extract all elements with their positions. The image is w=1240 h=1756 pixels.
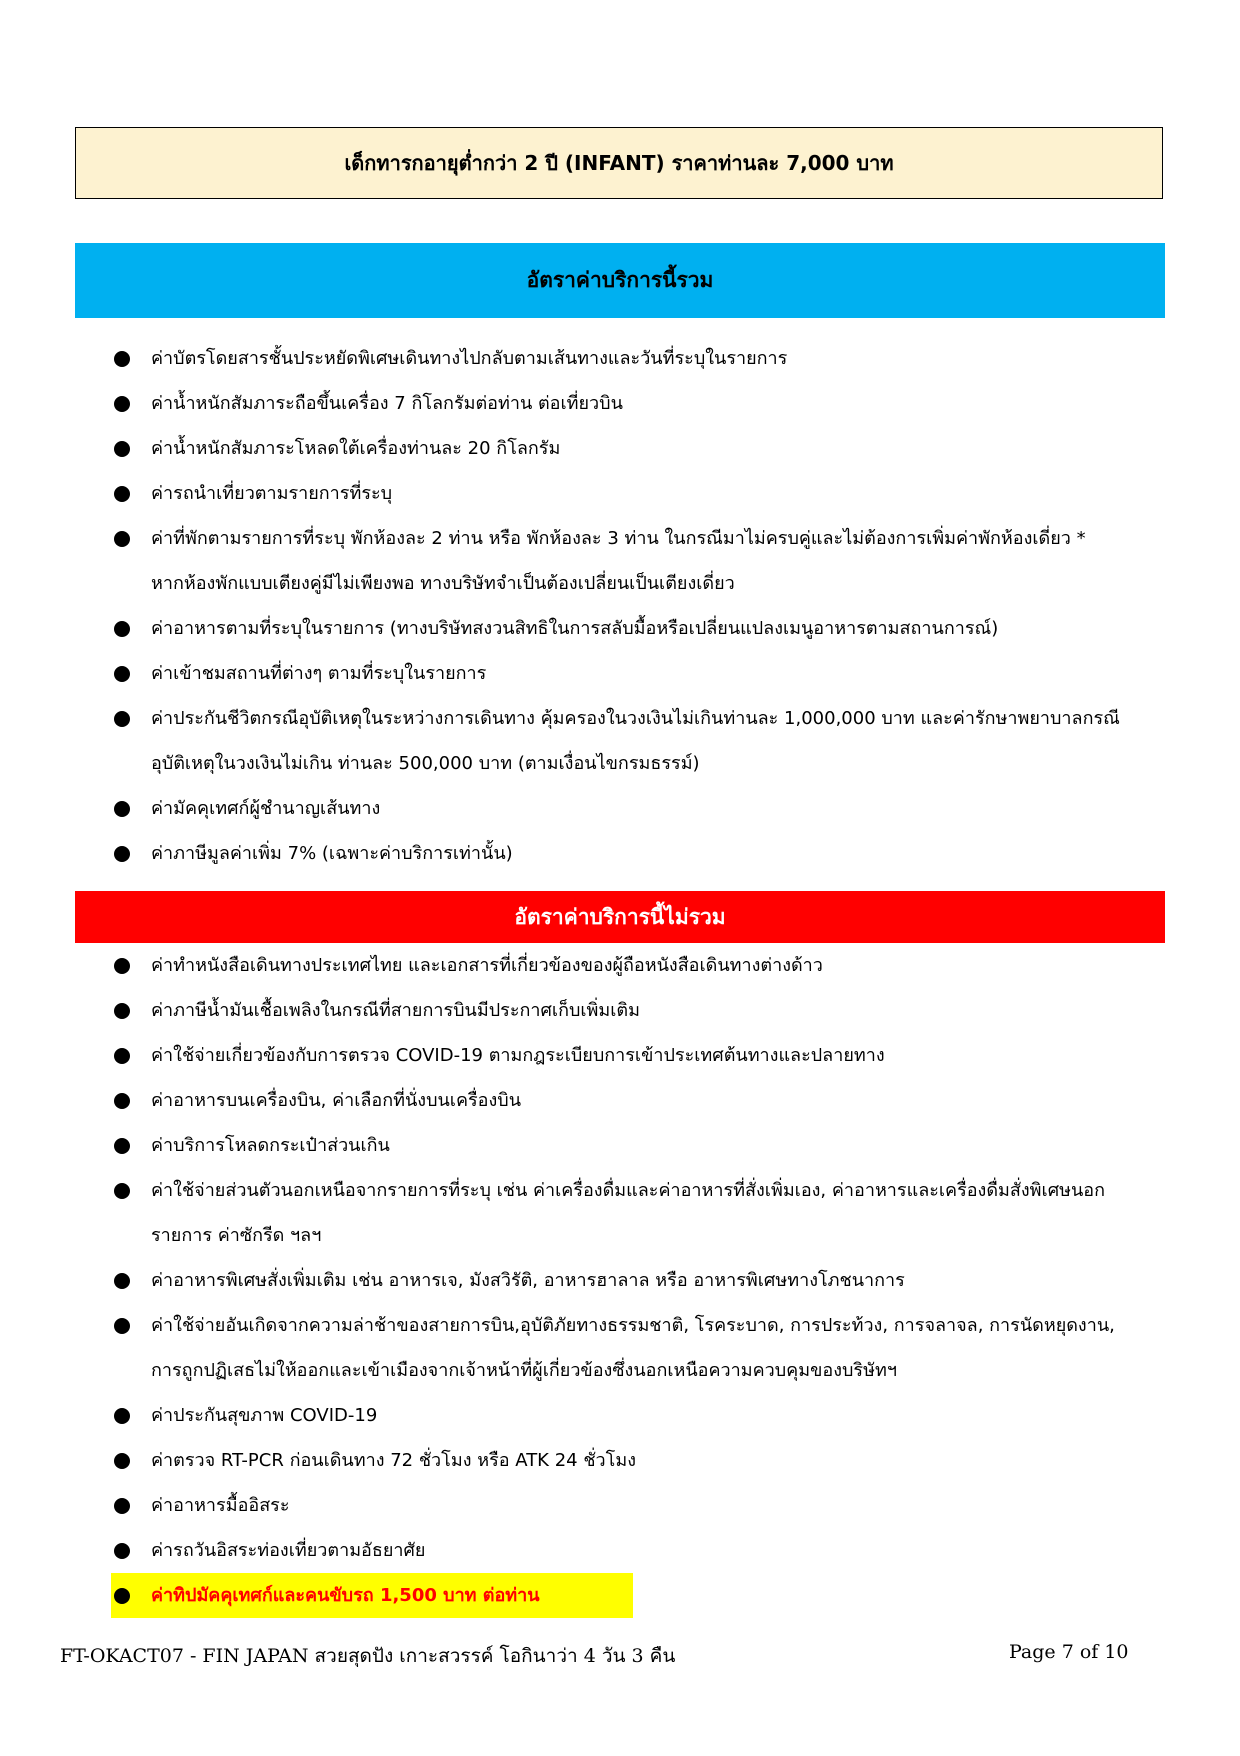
list-item: ค่าอาหารพิเศษสั่งเพิ่มเติม เช่น อาหารเจ, มังสวิรัติ, อาหารฮาลาล หรือ อาหารพิเศษทางโภชนาการ <box>75 1258 1165 1303</box>
list-item-continuation: การถูกปฏิเสธไม่ให้ออกและเข้าเมืองจากเจ้าหน้าที่ผู้เกี่ยวข้องซึ่งนอกเหนือความควบคุมของบริษัทฯ <box>151 1360 897 1381</box>
list-item: ค่าภาษีน้ำมันเชื้อเพลิงในกรณีที่สายการบินมีประกาศเก็บเพิ่มเติม <box>75 988 1165 1033</box>
bullet-icon <box>114 1003 130 1019</box>
list-item: ค่าเข้าชมสถานที่ต่างๆ ตามที่ระบุในรายการ <box>75 651 1165 696</box>
bullet-icon <box>114 958 130 974</box>
list-item: ค่าบัตรโดยสารชั้นประหยัดพิเศษเดินทางไปกลับตามเส้นทางและวันที่ระบุในรายการ <box>75 336 1165 381</box>
bullet-icon <box>114 1588 130 1604</box>
list-item-continuation: อุบัติเหตุในวงเงินไม่เกิน ท่านละ 500,000 บาท (ตามเงื่อนไขกรมธรรม์) <box>151 753 700 774</box>
list-item: ค่าอาหารตามที่ระบุในรายการ (ทางบริษัทสงวนสิทธิในการสลับมื้อหรือเปลี่ยนแปลงเมนูอาหารตามสถานการณ์) <box>75 606 1165 651</box>
bullet-icon <box>114 1453 130 1469</box>
bullet-icon <box>114 621 130 637</box>
bullet-icon <box>114 801 130 817</box>
included-header <box>75 243 1165 318</box>
list-item: ค่าอาหารบนเครื่องบิน, ค่าเลือกที่นั่งบนเครื่องบิน <box>75 1078 1165 1123</box>
list-item: ค่าใช้จ่ายเกี่ยวข้องกับการตรวจ COVID-19 ตามกฎระเบียบการเข้าประเทศต้นทางและปลายทาง <box>75 1033 1165 1078</box>
list-item: ค่ารถวันอิสระท่องเที่ยวตามอัธยาศัย <box>75 1528 1165 1573</box>
bullet-icon <box>114 396 130 412</box>
footer-page-number: Page 7 of 10 <box>1009 1641 1129 1663</box>
bullet-icon <box>114 1318 130 1334</box>
bullet-icon <box>114 1498 130 1514</box>
excluded-list <box>75 943 1165 1618</box>
list-item: ค่าประกันสุขภาพ COVID-19 <box>75 1393 1165 1438</box>
list-item: ค่าประกันชีวิตกรณีอุบัติเหตุในระหว่างการเดินทาง คุ้มครองในวงเงินไม่เกินท่านละ 1,000,000 บาท และค่ารักษาพยาบาลกรณี <box>75 696 1165 741</box>
list-item: ค่าใช้จ่ายส่วนตัวนอกเหนือจากรายการที่ระบุ เช่น ค่าเครื่องดื่มและค่าอาหารที่สั่งเพิ่มเอง, ค่าอาหารและเครื่องดื่มสั่งพิเศษนอก <box>75 1168 1165 1213</box>
bullet-icon <box>114 441 130 457</box>
list-item: ค่ามัคคุเทศก์ผู้ชำนาญเส้นทาง <box>75 786 1165 831</box>
list-item-continuation: หากห้องพักแบบเตียงคู่มีไม่เพียงพอ ทางบริษัทจำเป็นต้องเปลี่ยนเป็นเตียงเดี่ยว <box>151 573 735 594</box>
bullet-icon <box>114 351 130 367</box>
bullet-icon <box>114 1273 130 1289</box>
tip-text: ค่าทิปมัคคุเทศก์และคนขับรถ 1,500 บาท ต่อท่าน <box>151 1579 544 1612</box>
list-item: ค่าที่พักตามรายการที่ระบุ พักห้องละ 2 ท่าน หรือ พักห้องละ 3 ท่าน ในกรณีมาไม่ครบคู่และไม่ต้องการเพิ่มค่าพักห้องเดี่ยว * <box>75 516 1165 561</box>
excluded-title: อัตราค่าบริการนี้ไม่รวม <box>514 904 726 929</box>
bullet-icon <box>114 1048 130 1064</box>
included-title: อัตราค่าบริการนี้รวม <box>526 268 714 292</box>
tip-highlight-item <box>75 1573 1165 1618</box>
bullet-icon <box>114 1408 130 1424</box>
bullet-icon <box>114 666 130 682</box>
bullet-icon <box>114 1183 130 1199</box>
list-item: ค่าใช้จ่ายอันเกิดจากความล่าช้าของสายการบิน,อุบัติภัยทางธรรมชาติ, โรคระบาด, การประท้วง, การจลาจล, การนัดหยุดงาน, <box>75 1303 1165 1348</box>
list-item: ค่ารถนำเที่ยวตามรายการที่ระบุ <box>75 471 1165 516</box>
bullet-icon <box>114 846 130 862</box>
list-item: ค่าบริการโหลดกระเป๋าส่วนเกิน <box>75 1123 1165 1168</box>
list-item: ค่าน้ำหนักสัมภาระถือขึ้นเครื่อง 7 กิโลกรัมต่อท่าน ต่อเที่ยวบิน <box>75 381 1165 426</box>
bullet-icon <box>114 486 130 502</box>
footer-tour-code: FT-OKACT07 - FIN JAPAN สวยสุดปัง เกาะสวรรค์ โอกินาว่า 4 วัน 3 คืน <box>60 1645 676 1667</box>
list-item: ค่าภาษีมูลค่าเพิ่ม 7% (เฉพาะค่าบริการเท่านั้น) <box>75 831 1165 876</box>
excluded-header <box>75 891 1165 943</box>
bullet-icon <box>114 1093 130 1109</box>
included-list <box>75 336 1165 876</box>
list-item: ค่าอาหารมื้ออิสระ <box>75 1483 1165 1528</box>
infant-price-box <box>75 127 1163 199</box>
infant-price-text: เด็กทารกอายุต่ำกว่า 2 ปี (INFANT) ราคาท่านละ 7,000 บาท <box>344 151 894 175</box>
bullet-icon <box>114 1543 130 1559</box>
bullet-icon <box>114 531 130 547</box>
list-item-continuation: รายการ ค่าซักรีด ฯลฯ <box>151 1225 322 1246</box>
list-item: ค่าทำหนังสือเดินทางประเทศไทย และเอกสารที่เกี่ยวข้องของผู้ถือหนังสือเดินทางต่างด้าว <box>75 943 1165 988</box>
list-item: ค่าน้ำหนักสัมภาระโหลดใต้เครื่องท่านละ 20 กิโลกรัม <box>75 426 1165 471</box>
list-item: ค่าตรวจ RT-PCR ก่อนเดินทาง 72 ชั่วโมง หรือ ATK 24 ชั่วโมง <box>75 1438 1165 1483</box>
bullet-icon <box>114 711 130 727</box>
bullet-icon <box>114 1138 130 1154</box>
